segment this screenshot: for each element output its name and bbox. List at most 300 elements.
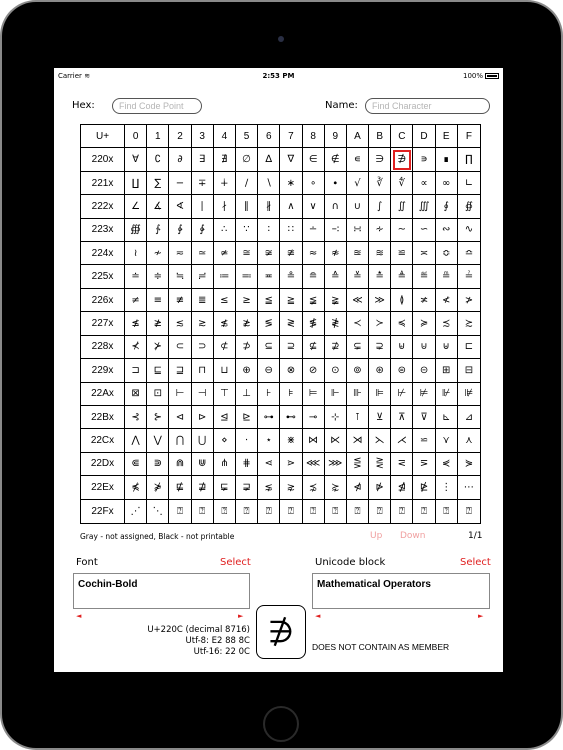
font-label: Font (76, 557, 98, 568)
char-cell[interactable]: ⊥ (236, 383, 258, 406)
char-cell[interactable]: ⋀ (125, 429, 147, 452)
char-cell[interactable]: ∞ (436, 172, 458, 195)
char-cell[interactable]: ⋋ (369, 429, 391, 452)
selected-glyph-preview[interactable]: ∌ (256, 605, 306, 659)
char-cell[interactable]: ≦ (258, 289, 280, 312)
char-cell[interactable]: ⊨ (303, 383, 325, 406)
char-cell[interactable]: ∄ (214, 148, 236, 171)
char-cell[interactable]: − (169, 172, 191, 195)
char-cell-selected[interactable]: ∌ (391, 148, 413, 171)
char-cell[interactable]: ≽ (413, 312, 435, 335)
char-cell[interactable]: ∸ (303, 219, 325, 242)
page-up-button[interactable]: Up (370, 531, 383, 541)
char-cell[interactable]: ∟ (458, 172, 480, 195)
char-cell[interactable]: ≲ (169, 312, 191, 335)
code-point-text: U+220C (decimal 8716) (147, 625, 250, 635)
char-cell[interactable]: ≂ (169, 242, 191, 265)
char-cell[interactable]: ∺ (347, 219, 369, 242)
char-cell[interactable]: ⊃ (192, 336, 214, 359)
char-cell[interactable]: ≴ (214, 312, 236, 335)
char-cell[interactable]: ≵ (236, 312, 258, 335)
char-cell[interactable]: ⍰ (192, 500, 214, 523)
column-header: E (436, 125, 458, 148)
char-cell[interactable]: ⊒ (169, 359, 191, 382)
char-cell[interactable]: ∵ (236, 219, 258, 242)
char-cell[interactable]: ⊗ (280, 359, 302, 382)
char-cell[interactable]: ∮ (436, 195, 458, 218)
char-cell[interactable]: ∧ (280, 195, 302, 218)
char-cell[interactable]: ≩ (325, 289, 347, 312)
char-cell[interactable]: ⊭ (413, 383, 435, 406)
char-cell[interactable]: ≢ (169, 289, 191, 312)
battery-percent: 100% (462, 72, 483, 80)
char-cell[interactable]: ⍰ (280, 500, 302, 523)
char-cell[interactable]: ⊫ (369, 383, 391, 406)
char-cell[interactable]: ⊸ (303, 406, 325, 429)
home-button[interactable] (263, 706, 299, 742)
char-cell[interactable]: ∻ (369, 219, 391, 242)
char-cell[interactable]: ⍰ (391, 500, 413, 523)
char-cell[interactable]: ⊖ (258, 359, 280, 382)
char-cell[interactable]: ∰ (125, 219, 147, 242)
char-cell[interactable]: ⊔ (214, 359, 236, 382)
char-cell[interactable]: ⋌ (391, 429, 413, 452)
char-cell[interactable]: ∂ (169, 148, 191, 171)
char-cell[interactable]: ∆ (258, 148, 280, 171)
char-cell[interactable]: ∥ (236, 195, 258, 218)
char-cell[interactable]: ⋃ (192, 429, 214, 452)
char-cell[interactable]: ∊ (347, 148, 369, 171)
char-cell[interactable]: ≮ (436, 289, 458, 312)
char-cell[interactable]: ∃ (192, 148, 214, 171)
char-cell[interactable]: ≖ (258, 265, 280, 288)
char-cell[interactable]: ∖ (258, 172, 280, 195)
char-cell[interactable]: ≡ (147, 289, 169, 312)
char-cell[interactable]: ∠ (125, 195, 147, 218)
row-header: 229x (81, 359, 125, 382)
char-cell[interactable]: ⋞ (436, 453, 458, 476)
char-cell[interactable]: ⊤ (214, 383, 236, 406)
utf8-text: Utf-8: E2 88 8C (185, 636, 250, 646)
char-cell[interactable]: ⍰ (325, 500, 347, 523)
char-cell[interactable]: ∷ (280, 219, 302, 242)
char-cell[interactable]: ≃ (192, 242, 214, 265)
char-cell[interactable]: ⋠ (125, 476, 147, 499)
char-cell[interactable]: ∩ (325, 195, 347, 218)
char-cell[interactable]: ⊝ (413, 359, 435, 382)
char-cell[interactable]: ⋟ (458, 453, 480, 476)
char-cell[interactable]: ∳ (192, 219, 214, 242)
name-search-input[interactable]: Find Character (365, 98, 490, 114)
char-cell[interactable]: ≯ (458, 289, 480, 312)
app-screen (54, 68, 503, 672)
char-cell[interactable]: ≐ (125, 265, 147, 288)
char-cell[interactable]: ⊮ (436, 383, 458, 406)
char-cell[interactable]: ∘ (303, 172, 325, 195)
char-cell[interactable]: ≶ (258, 312, 280, 335)
char-cell[interactable]: ⋐ (125, 453, 147, 476)
char-cell[interactable]: ⍰ (169, 500, 191, 523)
char-cell[interactable]: ⋫ (369, 476, 391, 499)
char-cell[interactable]: ∪ (347, 195, 369, 218)
char-cell[interactable]: ≳ (192, 312, 214, 335)
char-cell[interactable]: ⊂ (169, 336, 191, 359)
char-cell[interactable]: ⊡ (147, 383, 169, 406)
char-cell[interactable]: ∀ (125, 148, 147, 171)
char-cell[interactable]: ≁ (147, 242, 169, 265)
block-next-arrow[interactable]: ► (478, 612, 484, 620)
char-cell[interactable]: ⋨ (303, 476, 325, 499)
block-prev-arrow[interactable]: ◄ (315, 612, 321, 620)
char-cell[interactable]: ⋂ (169, 429, 191, 452)
char-cell[interactable]: ≹ (325, 312, 347, 335)
char-cell[interactable]: ⊼ (391, 406, 413, 429)
char-cell[interactable]: ∿ (458, 219, 480, 242)
row-header: 221x (81, 172, 125, 195)
unicode-block-value: Mathematical Operators (317, 579, 431, 590)
char-cell[interactable]: ≈ (303, 242, 325, 265)
name-label: Name: (325, 100, 358, 111)
status-bar (54, 68, 503, 84)
char-cell[interactable]: ≄ (214, 242, 236, 265)
char-cell[interactable]: ⋍ (413, 429, 435, 452)
char-cell[interactable]: ∔ (214, 172, 236, 195)
char-cell[interactable]: ⋎ (436, 429, 458, 452)
char-cell[interactable]: ⊪ (347, 383, 369, 406)
char-cell[interactable]: ∽ (413, 219, 435, 242)
char-cell[interactable]: ⋘ (303, 453, 325, 476)
char-cell[interactable]: ≣ (192, 289, 214, 312)
char-cell[interactable]: ⋉ (325, 429, 347, 452)
char-cell[interactable]: ⊟ (458, 359, 480, 382)
char-cell[interactable]: ⋤ (214, 476, 236, 499)
char-cell[interactable]: ≿ (458, 312, 480, 335)
utf16-text: Utf-16: 22 0C (193, 647, 250, 657)
char-cell[interactable]: ≸ (303, 312, 325, 335)
unicode-block-label: Unicode block (315, 557, 386, 568)
char-cell[interactable]: ⊵ (236, 406, 258, 429)
char-cell[interactable]: ∱ (147, 219, 169, 242)
char-cell[interactable]: ⍰ (303, 500, 325, 523)
char-cell[interactable]: ∾ (436, 219, 458, 242)
char-cell[interactable]: ⊩ (325, 383, 347, 406)
char-cell[interactable]: ≊ (347, 242, 369, 265)
char-cell[interactable]: ⋧ (280, 476, 302, 499)
char-cell[interactable]: ≝ (413, 265, 435, 288)
char-cell[interactable]: ⋕ (236, 453, 258, 476)
char-cell[interactable]: ⋇ (280, 429, 302, 452)
char-cell[interactable]: ⊽ (413, 406, 435, 429)
char-cell[interactable]: ⋆ (258, 429, 280, 452)
char-cell[interactable]: ≪ (347, 289, 369, 312)
char-cell[interactable]: ⋡ (147, 476, 169, 499)
char-cell[interactable]: ∅ (236, 148, 258, 171)
char-cell[interactable]: ∨ (303, 195, 325, 218)
column-header: 5 (236, 125, 258, 148)
char-cell[interactable]: ≨ (303, 289, 325, 312)
char-cell[interactable]: ⋓ (192, 453, 214, 476)
char-cell[interactable]: ≒ (169, 265, 191, 288)
char-cell[interactable]: ≔ (214, 265, 236, 288)
char-cell[interactable]: ≑ (147, 265, 169, 288)
column-header: 7 (280, 125, 302, 148)
row-header: 22Ax (81, 383, 125, 406)
char-cell[interactable]: ≗ (280, 265, 302, 288)
char-cell[interactable]: ∁ (147, 148, 169, 171)
char-cell[interactable]: ∈ (303, 148, 325, 171)
char-cell[interactable]: ⊰ (125, 406, 147, 429)
char-cell[interactable]: ∓ (192, 172, 214, 195)
char-cell[interactable]: ⍰ (236, 500, 258, 523)
char-cell[interactable]: ⋅ (236, 429, 258, 452)
char-cell[interactable]: ≫ (369, 289, 391, 312)
char-cell[interactable]: ≠ (125, 289, 147, 312)
char-cell[interactable]: ⊑ (147, 359, 169, 382)
char-cell[interactable]: ⊣ (192, 383, 214, 406)
char-cell[interactable]: ∐ (125, 172, 147, 195)
char-cell[interactable]: ⊏ (458, 336, 480, 359)
row-header: 225x (81, 265, 125, 288)
page-down-button[interactable]: Down (400, 531, 426, 541)
font-prev-arrow[interactable]: ◄ (76, 612, 82, 620)
char-cell[interactable]: ≍ (413, 242, 435, 265)
char-cell[interactable]: ⊅ (236, 336, 258, 359)
char-cell[interactable]: ⊻ (369, 406, 391, 429)
char-cell[interactable]: ⊋ (369, 336, 391, 359)
char-cell[interactable]: ⋪ (347, 476, 369, 499)
char-cell[interactable]: ⊎ (436, 336, 458, 359)
char-cell[interactable]: ⊹ (325, 406, 347, 429)
font-field[interactable] (73, 573, 250, 609)
column-header: 8 (303, 125, 325, 148)
char-cell[interactable]: ∏ (458, 148, 480, 171)
char-cell[interactable]: ∇ (280, 148, 302, 171)
char-cell[interactable]: ≜ (391, 265, 413, 288)
char-cell[interactable]: ≉ (325, 242, 347, 265)
char-cell[interactable]: ⊱ (147, 406, 169, 429)
battery-status (463, 72, 499, 80)
char-cell[interactable]: ≞ (436, 265, 458, 288)
row-header: 22Cx (81, 429, 125, 452)
char-cell[interactable]: ⊾ (436, 406, 458, 429)
block-select-button[interactable]: Select (460, 557, 491, 568)
char-cell[interactable]: ⊦ (258, 383, 280, 406)
char-cell[interactable]: ⋏ (458, 429, 480, 452)
char-cell[interactable]: ⋢ (169, 476, 191, 499)
char-cell[interactable]: ⋔ (214, 453, 236, 476)
char-cell[interactable]: ⊴ (214, 406, 236, 429)
char-cell[interactable]: ∜ (391, 172, 413, 195)
column-header: 9 (325, 125, 347, 148)
char-cell[interactable]: ≆ (258, 242, 280, 265)
char-cell[interactable]: ⋈ (303, 429, 325, 452)
char-cell[interactable]: ≙ (325, 265, 347, 288)
char-cell[interactable]: ≭ (413, 289, 435, 312)
char-cell[interactable]: ∛ (369, 172, 391, 195)
char-cell[interactable]: ≱ (147, 312, 169, 335)
char-cell[interactable]: ≼ (391, 312, 413, 335)
char-cell[interactable]: ∦ (258, 195, 280, 218)
char-cell[interactable]: ≕ (236, 265, 258, 288)
char-cell[interactable]: ⊆ (258, 336, 280, 359)
char-cell[interactable]: ∍ (413, 148, 435, 171)
column-header: C (391, 125, 413, 148)
char-cell[interactable]: ⊈ (303, 336, 325, 359)
char-cell[interactable]: ⍰ (465, 505, 472, 517)
char-cell[interactable]: ≰ (125, 312, 147, 335)
char-cell[interactable]: ∉ (325, 148, 347, 171)
char-cell[interactable]: ∢ (169, 195, 191, 218)
char-cell[interactable]: ⊶ (258, 406, 280, 429)
char-cell[interactable]: ≻ (369, 312, 391, 335)
char-cell[interactable]: ≾ (436, 312, 458, 335)
char-cell[interactable]: ∭ (413, 195, 435, 218)
char-cell[interactable]: ≇ (280, 242, 302, 265)
char-cell[interactable]: ⋛ (369, 453, 391, 476)
char-cell[interactable]: ⊠ (125, 383, 147, 406)
char-cell[interactable]: ≬ (391, 289, 413, 312)
hex-search-input[interactable]: Find Code Point (112, 98, 202, 114)
char-cell[interactable]: ≎ (436, 242, 458, 265)
char-cell[interactable]: √ (347, 172, 369, 195)
char-cell[interactable]: ≀ (125, 242, 147, 265)
char-cell[interactable]: ⊿ (458, 406, 480, 429)
char-cell[interactable]: ⋬ (391, 476, 413, 499)
char-cell[interactable]: ⍰ (413, 500, 435, 523)
char-cell[interactable]: ⋣ (192, 476, 214, 499)
char-cell[interactable]: ∹ (325, 219, 347, 242)
char-cell[interactable]: ∤ (214, 195, 236, 218)
char-cell[interactable]: ⋦ (258, 476, 280, 499)
char-cell[interactable]: ∴ (214, 219, 236, 242)
char-cell[interactable]: ⋰ (125, 500, 147, 523)
char-cell[interactable]: ⊺ (347, 406, 369, 429)
char-cell[interactable]: ⋮ (436, 476, 458, 499)
column-header: 4 (214, 125, 236, 148)
char-cell[interactable]: ⊛ (369, 359, 391, 382)
char-cell[interactable]: ⋖ (258, 453, 280, 476)
char-cell[interactable]: ⋭ (413, 476, 435, 499)
char-cell[interactable]: ∶ (258, 219, 280, 242)
char-cell[interactable]: ⊲ (169, 406, 191, 429)
char-cell[interactable]: ⋥ (236, 476, 258, 499)
font-next-arrow[interactable]: ► (238, 612, 244, 620)
char-cell[interactable]: ⋝ (413, 453, 435, 476)
char-cell[interactable]: ⊙ (325, 359, 347, 382)
character-table (80, 124, 481, 524)
char-cell[interactable]: ⊳ (192, 406, 214, 429)
char-cell[interactable]: ⍰ (258, 500, 280, 523)
char-cell[interactable]: ∕ (236, 172, 258, 195)
char-cell[interactable]: ≛ (369, 265, 391, 288)
char-cell[interactable]: ≥ (236, 289, 258, 312)
char-cell[interactable]: ⋑ (147, 453, 169, 476)
char-cell[interactable]: ⋙ (325, 453, 347, 476)
char-cell[interactable]: ≘ (303, 265, 325, 288)
char-cell[interactable]: ∬ (391, 195, 413, 218)
char-cell[interactable]: ⊞ (436, 359, 458, 382)
char-cell[interactable]: ≏ (458, 242, 480, 265)
char-cell[interactable]: ∗ (280, 172, 302, 195)
char-cell[interactable]: ⊐ (125, 359, 147, 382)
char-cell[interactable]: ⍰ (347, 500, 369, 523)
char-cell[interactable]: ⋯ (458, 476, 480, 499)
char-cell[interactable]: ⋗ (280, 453, 302, 476)
char-cell[interactable]: ⊁ (147, 336, 169, 359)
char-cell[interactable]: ⊷ (280, 406, 302, 429)
clock: 2:53 PM (262, 72, 295, 80)
char-cell[interactable]: ⋒ (169, 453, 191, 476)
char-cell[interactable]: ⊢ (169, 383, 191, 406)
row-header: 220x (81, 148, 125, 171)
carrier-label: Carrier ≋ (58, 72, 91, 80)
font-select-button[interactable]: Select (220, 557, 251, 568)
char-cell[interactable]: ⍰ (436, 500, 458, 523)
char-cell[interactable]: ≷ (280, 312, 302, 335)
char-cell[interactable]: ⍰ (214, 500, 236, 523)
char-cell[interactable]: ≧ (280, 289, 302, 312)
char-cell[interactable]: ⊕ (236, 359, 258, 382)
char-cell[interactable]: ∝ (413, 172, 435, 195)
char-cell[interactable]: ⊜ (391, 359, 413, 382)
char-cell[interactable]: ∑ (147, 172, 169, 195)
unicode-block-field[interactable] (312, 573, 490, 609)
char-cell[interactable]: ⊀ (125, 336, 147, 359)
char-cell[interactable]: ⋱ (147, 500, 169, 523)
char-cell[interactable]: ≚ (347, 265, 369, 288)
char-cell[interactable]: ⊌ (391, 336, 413, 359)
char-cell[interactable]: ∫ (369, 195, 391, 218)
char-cell[interactable]: ∯ (458, 195, 480, 218)
char-cell[interactable]: ⊯ (458, 383, 480, 406)
page-indicator: 1/1 (468, 531, 483, 541)
char-cell[interactable]: ≺ (347, 312, 369, 335)
character-name: DOES NOT CONTAIN AS MEMBER (312, 642, 450, 652)
char-cell[interactable]: ⊓ (192, 359, 214, 382)
char-cell[interactable]: ⋚ (347, 453, 369, 476)
char-cell[interactable]: ∣ (192, 195, 214, 218)
char-cell[interactable]: ⋩ (325, 476, 347, 499)
char-cell[interactable]: ⋁ (147, 429, 169, 452)
char-cell[interactable]: ∼ (391, 219, 413, 242)
char-cell[interactable]: ≅ (236, 242, 258, 265)
char-cell[interactable]: ≋ (369, 242, 391, 265)
char-cell[interactable]: ⊬ (391, 383, 413, 406)
char-cell[interactable]: ⊘ (303, 359, 325, 382)
char-cell[interactable]: ≓ (192, 265, 214, 288)
char-cell[interactable]: ≌ (391, 242, 413, 265)
char-cell[interactable]: ∡ (147, 195, 169, 218)
char-cell[interactable]: ⊊ (347, 336, 369, 359)
char-cell[interactable]: ⊧ (280, 383, 302, 406)
char-cell[interactable]: ∎ (436, 148, 458, 171)
char-cell[interactable]: ⋜ (391, 453, 413, 476)
char-cell[interactable]: ⊉ (325, 336, 347, 359)
char-cell[interactable]: ∋ (369, 148, 391, 171)
char-cell[interactable]: ⊚ (347, 359, 369, 382)
char-cell[interactable]: ≟ (458, 265, 480, 288)
char-cell[interactable]: ⊇ (280, 336, 302, 359)
char-cell[interactable]: ∙ (325, 172, 347, 195)
char-cell[interactable]: ⊍ (413, 336, 435, 359)
char-cell[interactable]: ≤ (214, 289, 236, 312)
char-cell[interactable]: ⋄ (214, 429, 236, 452)
char-cell[interactable]: ⊄ (214, 336, 236, 359)
char-cell[interactable]: ⋊ (347, 429, 369, 452)
char-cell[interactable]: ⍰ (369, 500, 391, 523)
char-cell[interactable]: ∲ (169, 219, 191, 242)
row-header: 22Ex (81, 476, 125, 499)
